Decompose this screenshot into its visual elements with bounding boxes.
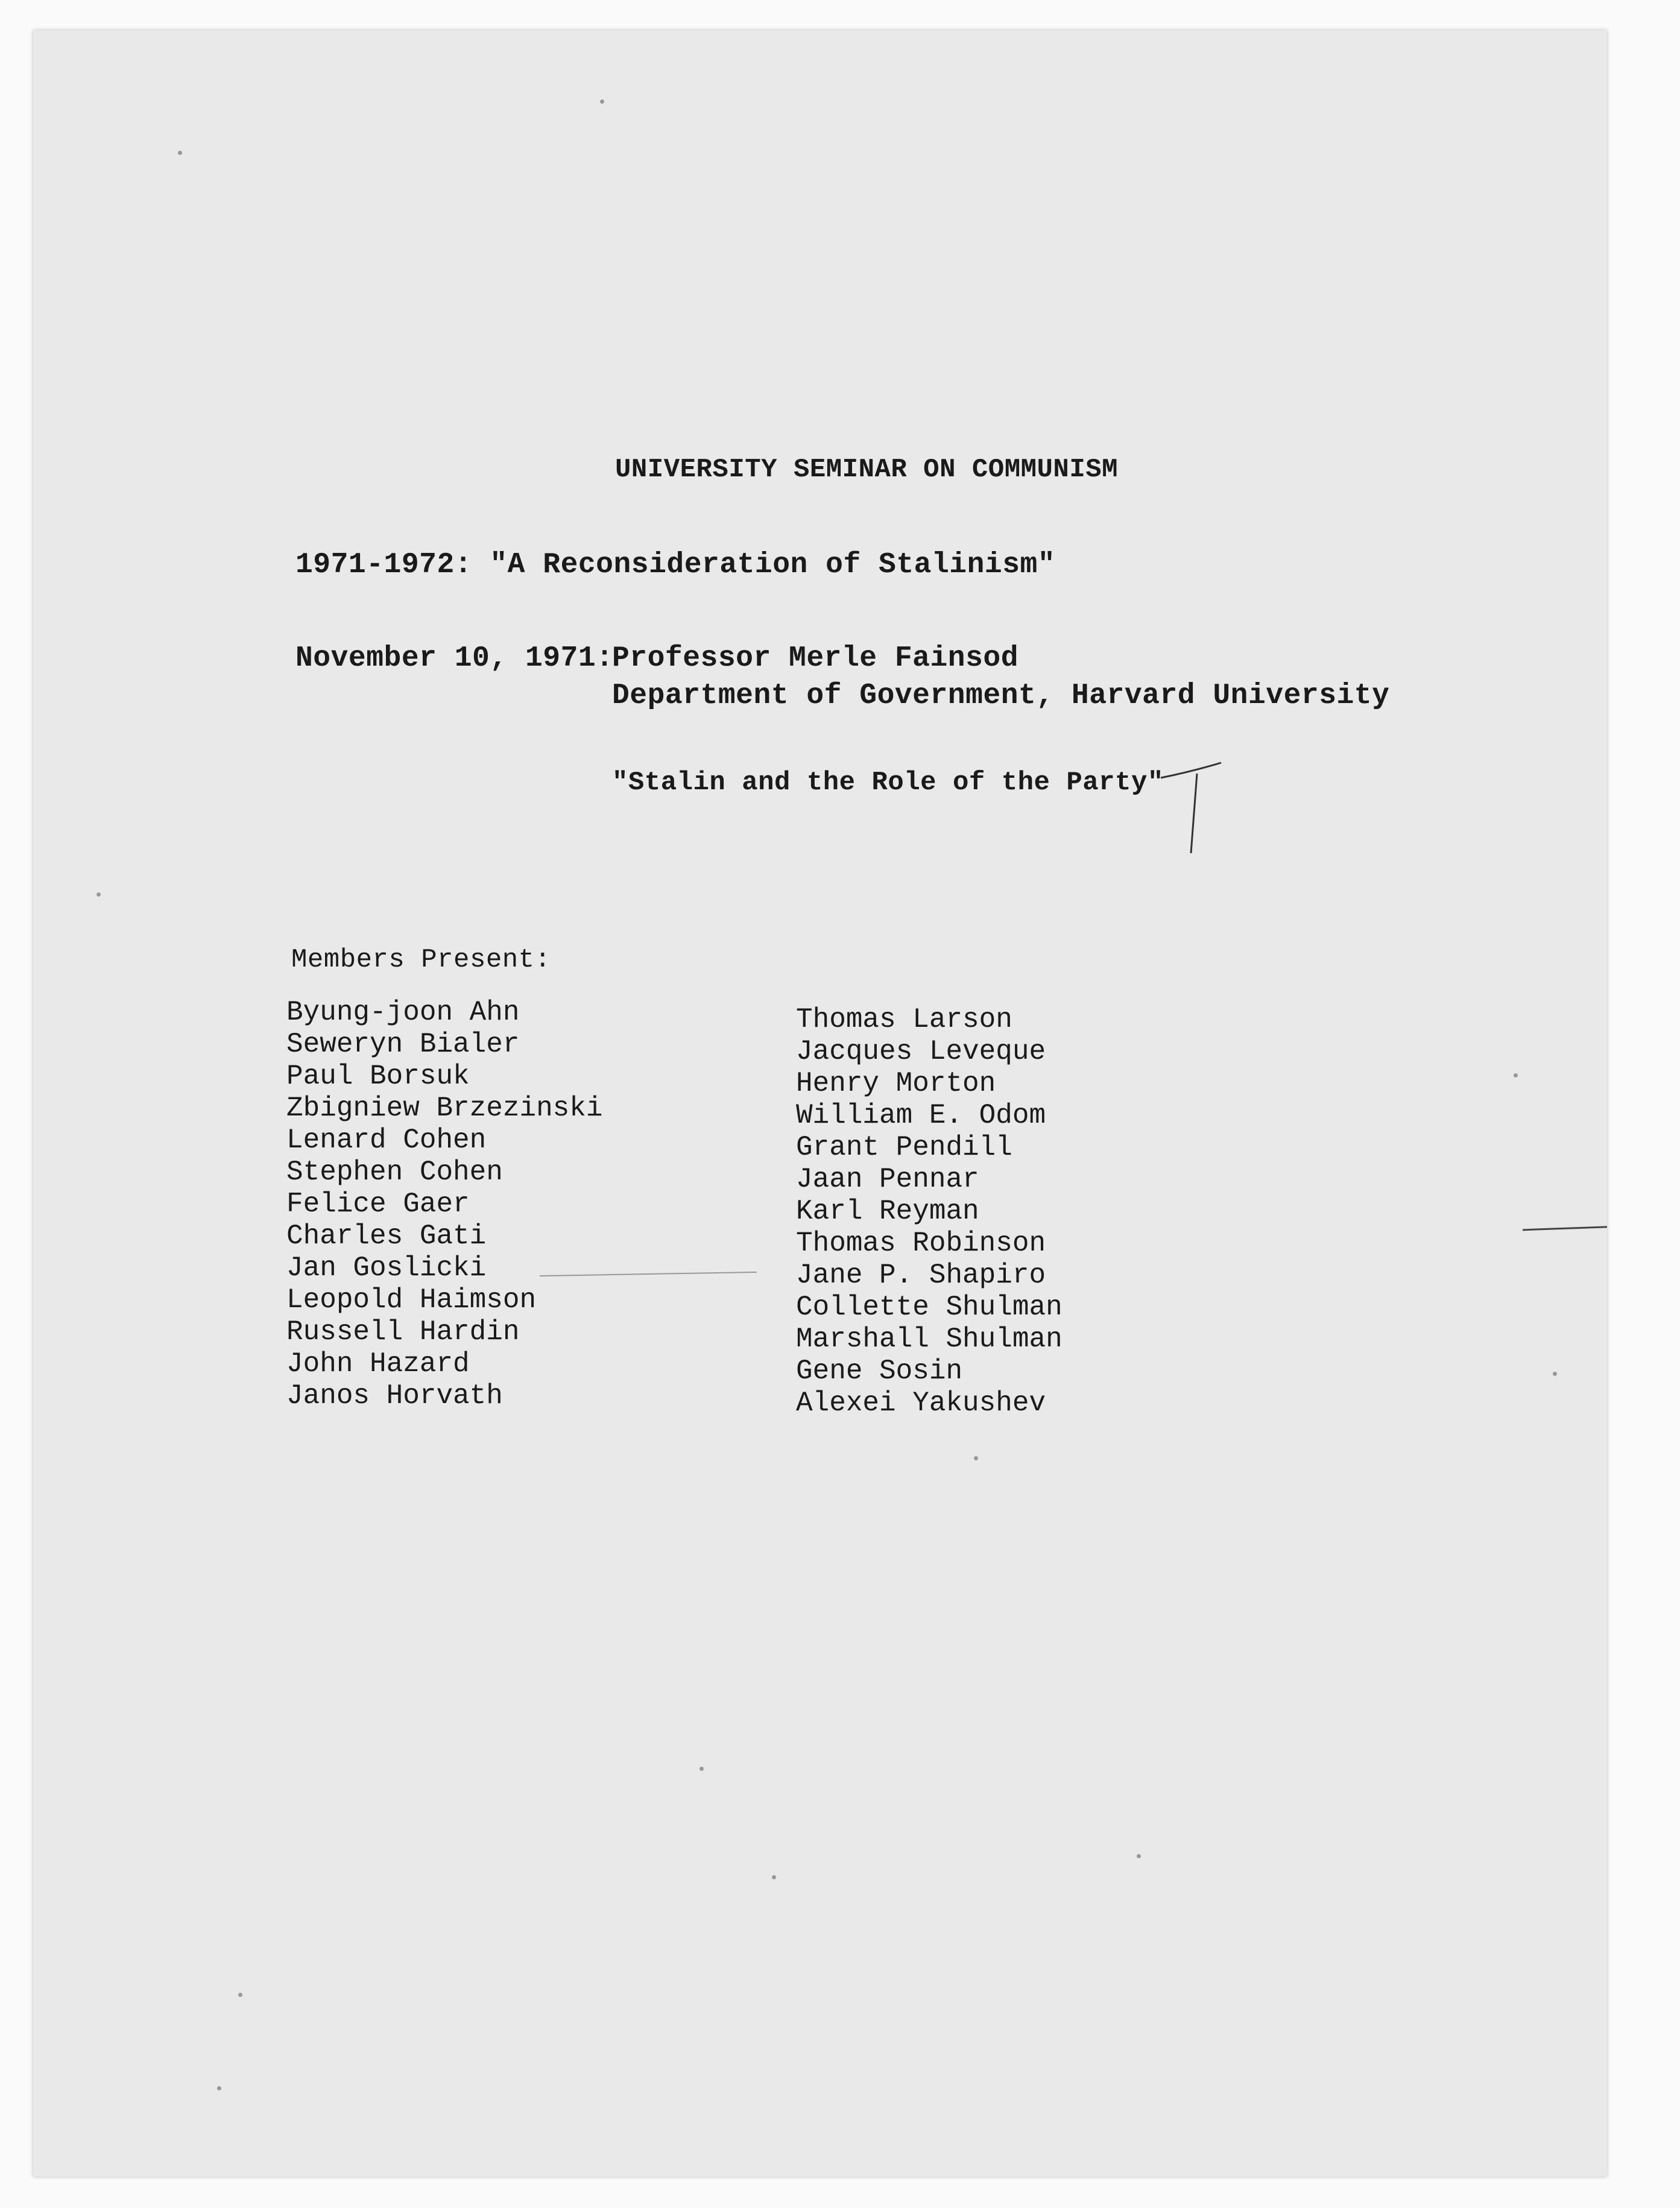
member-name: Lenard Cohen <box>286 1125 487 1156</box>
member-name: Felice Gaer <box>286 1188 470 1220</box>
member-name: Paul Borsuk <box>286 1061 470 1092</box>
member-name: Marshall Shulman <box>796 1323 1063 1355</box>
dust-speck <box>974 1456 978 1460</box>
dust-speck <box>772 1875 776 1879</box>
seminar-year-theme: 1971-1972: "A Reconsideration of Stalinism" <box>295 549 1056 581</box>
member-name: Alexei Yakushev <box>796 1387 1046 1419</box>
stray-mark <box>1523 1225 1607 1231</box>
member-name: Thomas Larson <box>796 1004 1012 1035</box>
members-present-label: Members Present: <box>291 945 551 975</box>
member-name: Charles Gati <box>286 1220 487 1252</box>
dust-speck <box>600 99 604 104</box>
dust-speck <box>217 2086 221 2090</box>
member-name: Henry Morton <box>796 1068 996 1099</box>
dust-speck <box>699 1767 704 1771</box>
document-title: UNIVERSITY SEMINAR ON COMMUNISM <box>615 455 1119 485</box>
dust-speck <box>178 151 182 155</box>
member-name: Karl Reyman <box>796 1196 979 1227</box>
speaker-name: Professor Merle Fainsod <box>612 642 1019 675</box>
member-name: Byung-joon Ahn <box>286 997 520 1028</box>
member-name: John Hazard <box>286 1348 470 1380</box>
member-name: Collette Shulman <box>796 1292 1063 1323</box>
dust-speck <box>96 892 101 897</box>
member-name: Grant Pendill <box>796 1132 1012 1163</box>
members-list-right <box>796 1004 1063 1419</box>
member-name: Seweryn Bialer <box>286 1029 520 1060</box>
member-name: Leopold Haimson <box>286 1284 537 1316</box>
member-name: Jaan Pennar <box>796 1164 979 1195</box>
member-name: William E. Odom <box>796 1100 1046 1131</box>
member-name: Zbigniew Brzezinski <box>286 1093 603 1124</box>
speaker-department: Department of Government, Harvard University <box>612 680 1390 712</box>
member-name: Jan Goslicki <box>286 1252 487 1284</box>
handwritten-mark <box>1155 751 1227 859</box>
member-name: Thomas Robinson <box>796 1228 1046 1259</box>
member-name: Jacques Leveque <box>796 1036 1046 1067</box>
dust-speck <box>1137 1854 1141 1858</box>
member-name: Russell Hardin <box>286 1316 520 1348</box>
dust-speck <box>1553 1372 1557 1376</box>
member-name: Janos Horvath <box>286 1380 503 1412</box>
member-name: Stephen Cohen <box>286 1156 503 1188</box>
member-name: Gene Sosin <box>796 1355 963 1387</box>
meeting-date: November 10, 1971: <box>295 642 614 675</box>
members-list-left <box>286 997 603 1412</box>
document-page <box>33 30 1607 2177</box>
talk-title: "Stalin and the Role of the Party" <box>612 768 1164 798</box>
dust-speck <box>238 1993 242 1997</box>
dust-speck <box>1514 1073 1518 1077</box>
member-name: Jane P. Shapiro <box>796 1260 1046 1291</box>
